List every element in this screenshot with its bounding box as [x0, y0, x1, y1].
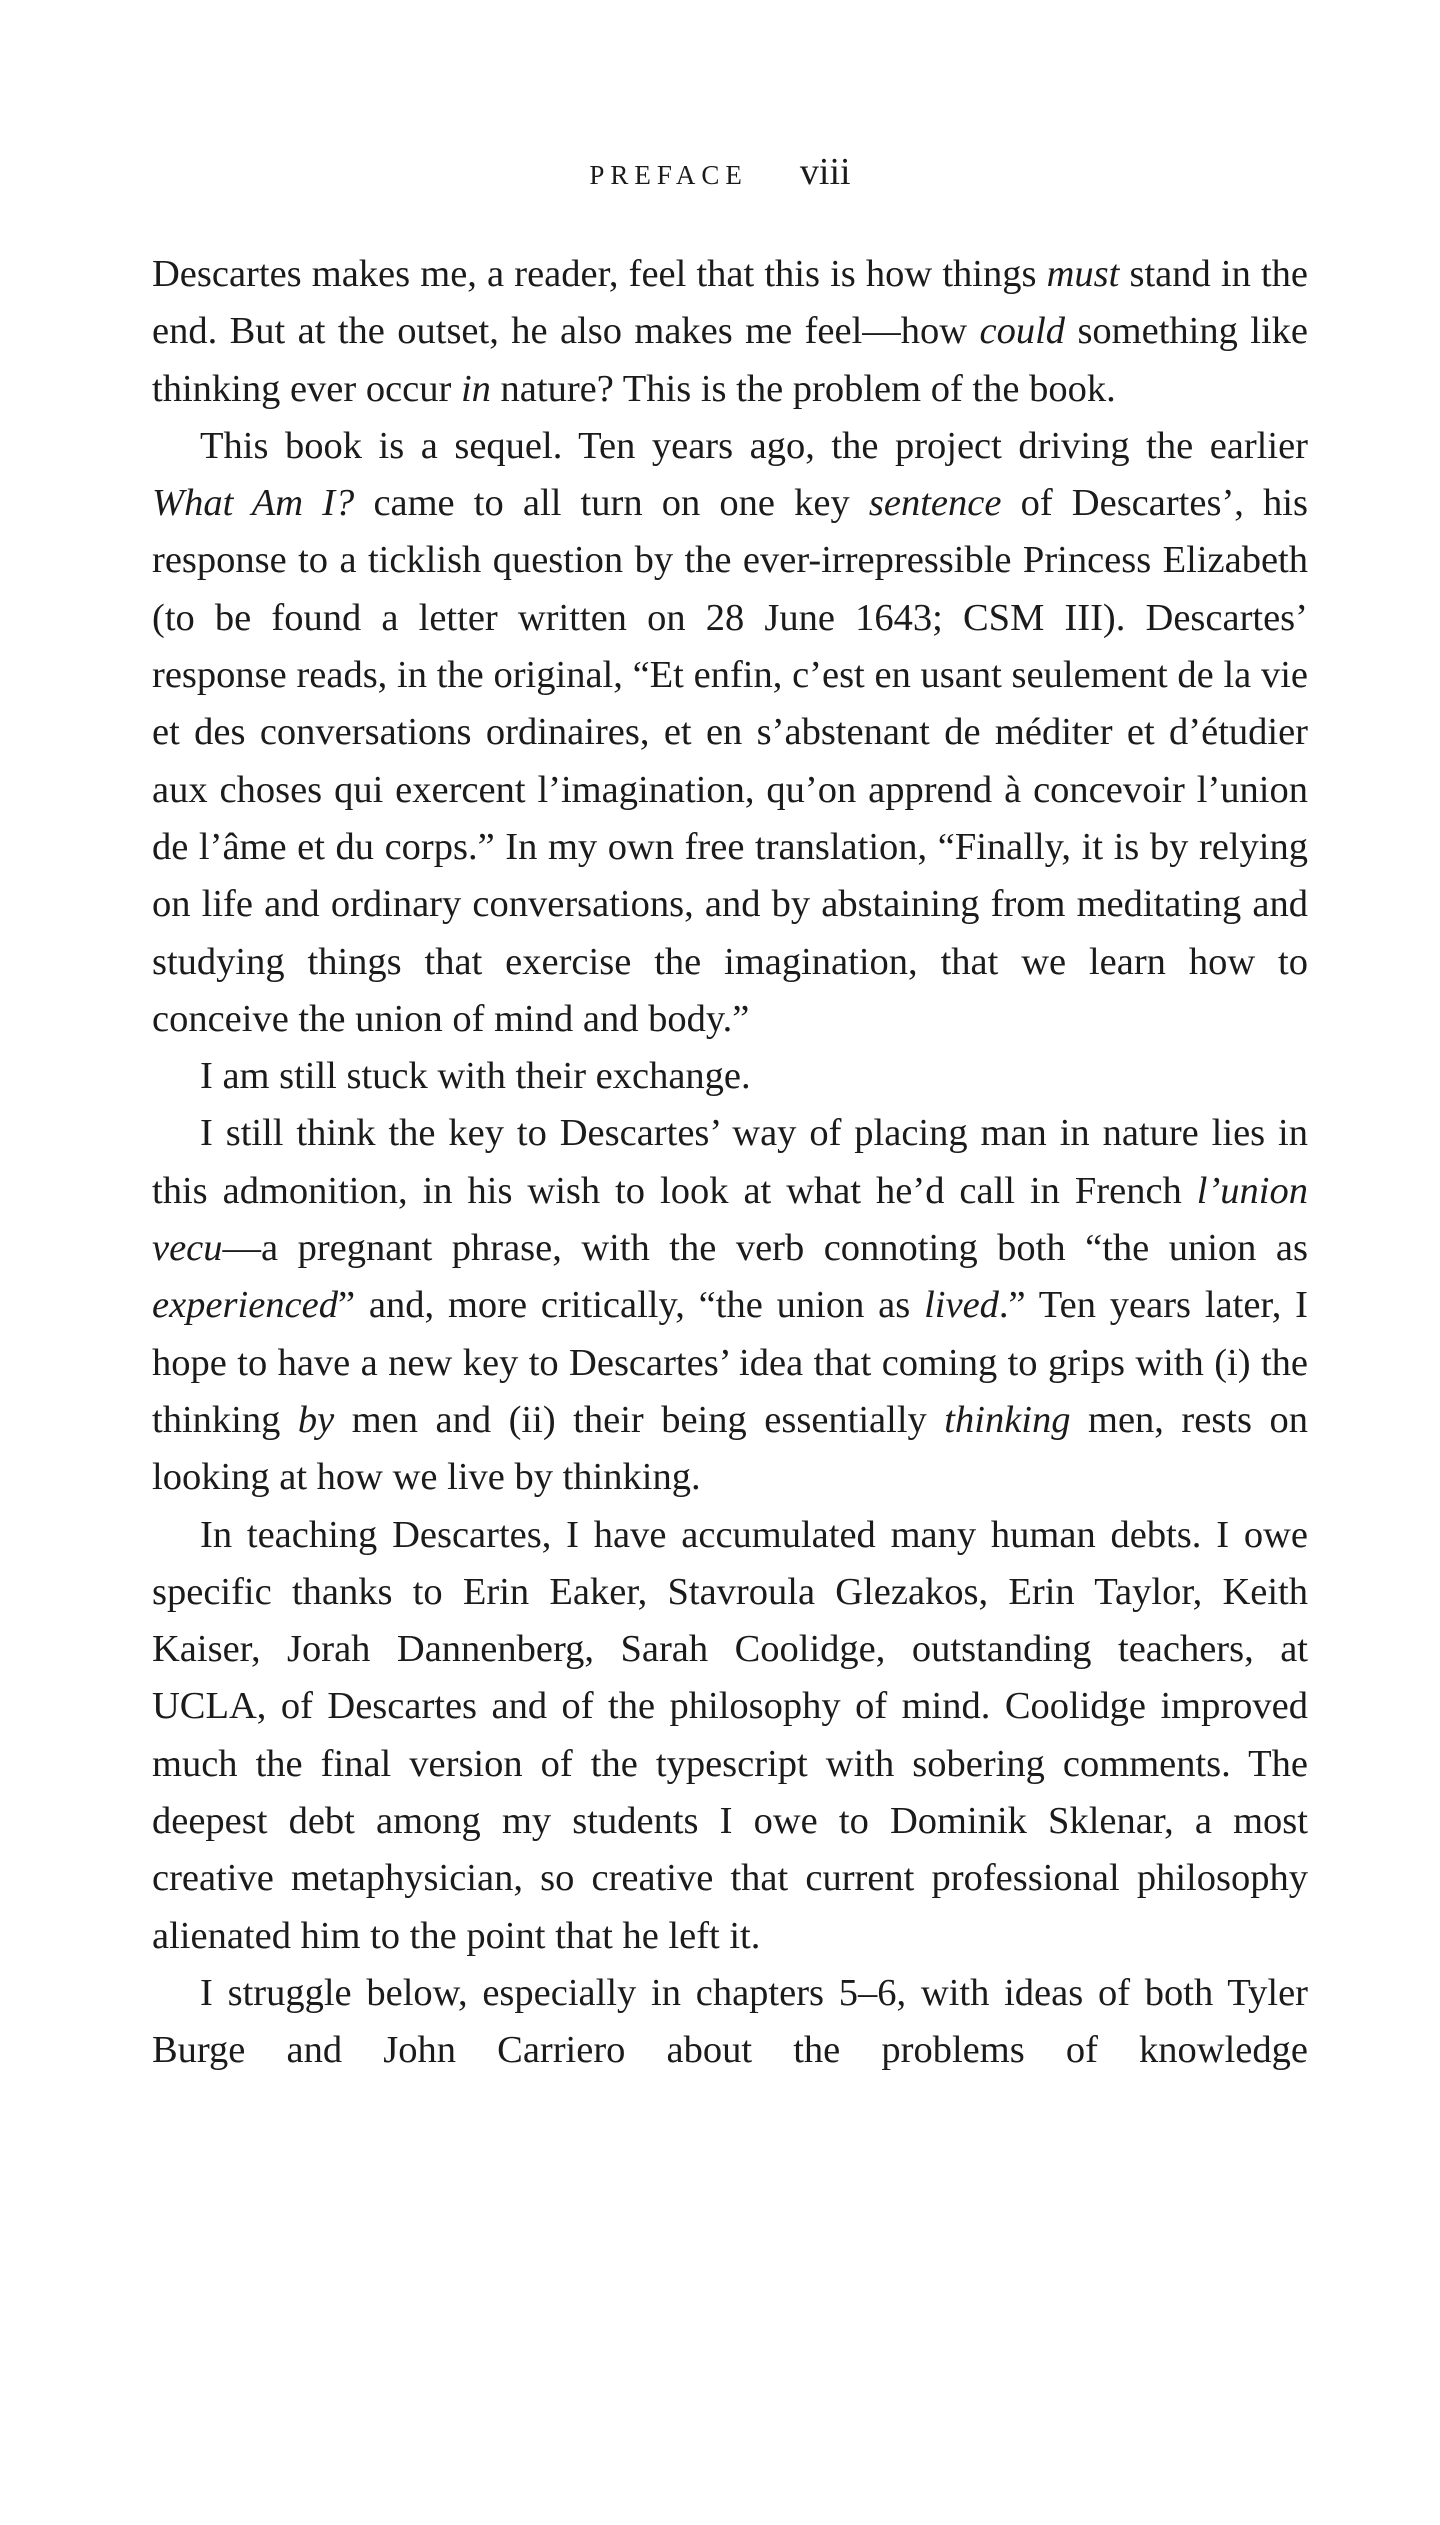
italic-text: lived [924, 1284, 999, 1327]
italic-text: experienced [152, 1284, 338, 1327]
text-run: I am still stuck with their exchange. [200, 1055, 751, 1098]
paragraph [152, 1105, 1308, 1506]
text-run: This book is a sequel. Ten years ago, the project driving the earlier [200, 424, 1308, 467]
text-run: I struggle below, especially in chapters 5–6, with ideas of both Tyler Burge and John Carriero about the problems of knowledge [152, 1971, 1308, 2072]
text-run: In teaching Descartes, I have accumulated many human debts. I owe specific thanks to Erin Eaker, Stavroula Glezakos, Erin Taylor, Keith Kaiser, Jorah Dannenberg, Sarah Coolidge, outstanding teachers, at UCLA, of Descartes and of the philosophy of mind. Coolidge improved much the final version of the typescript with sobering comments. The deepest debt among my students I owe to Dominik Sklenar, a most creative metaphysician, so creative that current professional philosophy alienated him to the point that he left it. [152, 1513, 1308, 1957]
italic-text: by [297, 1398, 335, 1441]
text-run: men, rests on looking at how we live by thinking. [152, 1398, 1308, 1499]
paragraph [152, 418, 1308, 1048]
text-run: stand in the end. But at the outset, he also makes me feel—how [152, 253, 1309, 353]
text-run: Descartes makes me, a reader, feel that this is how things [152, 253, 1047, 295]
page-number: viii [799, 151, 851, 193]
italic-text: sentence [868, 482, 1002, 525]
text-run: .” Ten years later, I hope to have a new key to Descartes’ idea that coming to grips with (i) the thinking [152, 1284, 1308, 1441]
italic-text: in [460, 367, 491, 410]
italic-text: What Am I? [152, 482, 355, 525]
text-run: —a pregnant phrase, with the verb connoting both “the union as [222, 1227, 1308, 1270]
text-run: came to all turn on one key [354, 482, 869, 525]
text-run: I still think the key to Descartes’ way of placing man in nature lies in this admonition, in his wish to look at what he’d call in French [152, 1112, 1308, 1212]
text-run: something like thinking ever occur [152, 310, 1308, 410]
text-run: nature? This is the problem of the book. [490, 367, 1116, 410]
text-run: ” and, more critically, “the union as [337, 1284, 925, 1327]
body-text [152, 246, 1308, 2080]
paragraph [152, 1965, 1308, 2080]
paragraph [152, 1048, 1308, 1105]
italic-text: could [979, 310, 1066, 353]
running-head [0, 150, 1440, 197]
running-head-title: PREFACE [589, 160, 748, 190]
italic-text: must [1046, 253, 1120, 295]
italic-text: l’union vecu [152, 1169, 1308, 1270]
text-run: of Descartes’, his response to a ticklish question by the ever-irrepressible Princess Elizabeth (to be found a letter written on 28 June 1643; CSM III). Descartes’ response reads, in the original, “Et enfin, c’est en usant seulement de la vie et des conversations ordinaires, et en s’abstenant de méditer et d’étudier aux choses qui exercent l’imagination, qu’on apprend à concevoir l’union de l’âme et du corps.” In my own free translation, “Finally, it is by relying on life and ordinary conversations, and by abstaining from meditating and studying things that exercise the imagination, that we learn how to conceive the union of mind and body.” [152, 482, 1308, 1040]
text-run: men and (ii) their being essentially [334, 1398, 945, 1441]
paragraph [152, 1507, 1308, 1965]
paragraph [152, 246, 1308, 418]
italic-text: thinking [944, 1398, 1071, 1441]
